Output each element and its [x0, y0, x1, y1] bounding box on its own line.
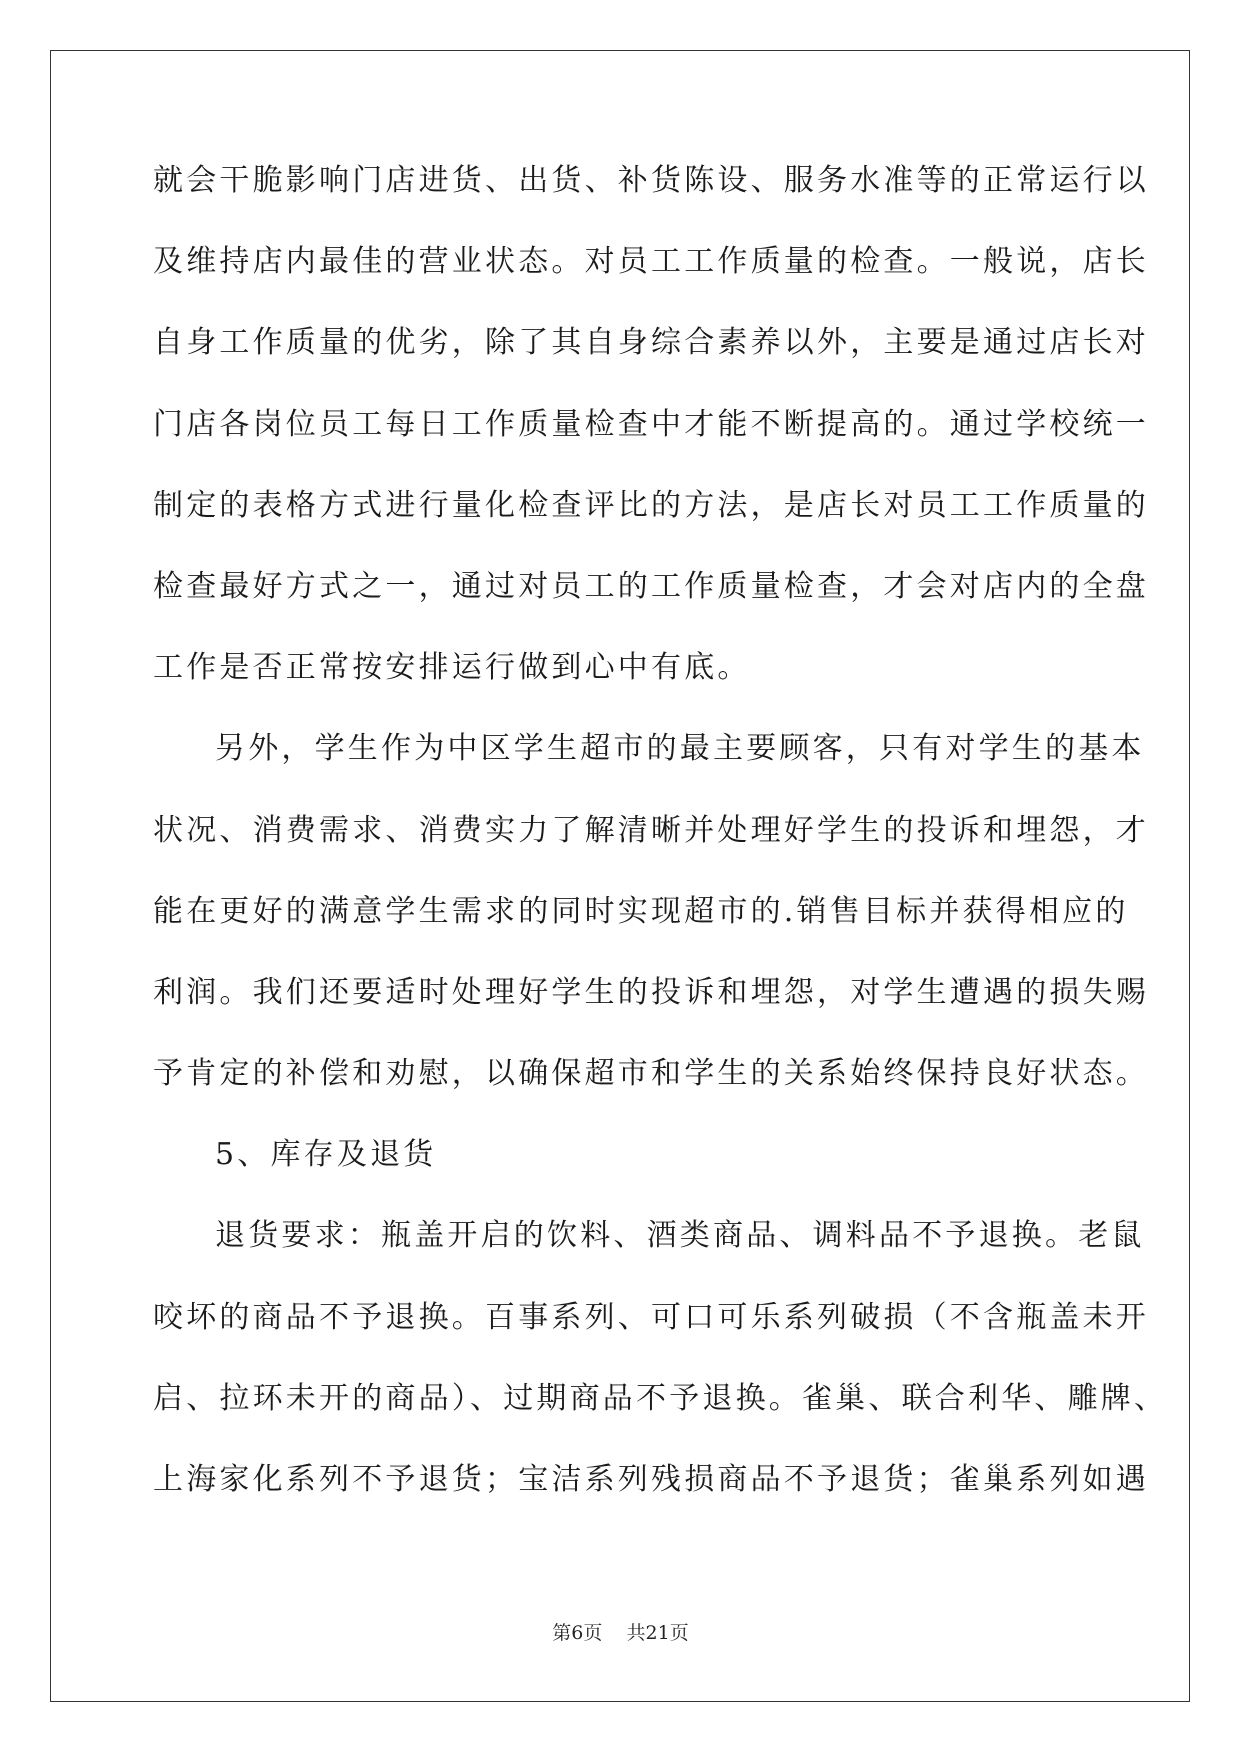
total-pages: 共21页 [626, 1622, 689, 1644]
document-body [153, 162, 1168, 1542]
text-line: 咬坏的商品不予退换。百事系列、可口可乐系列破损（不含瓶盖未开 [153, 1299, 1149, 1335]
text-line: 启、拉环未开的商品）、过期商品不予退换。雀巢、联合利华、雕牌、 [153, 1380, 1168, 1416]
text-line: 制定的表格方式进行量化检查评比的方法，是店长对员工工作质量的 [153, 487, 1149, 523]
page-footer [0, 1618, 1241, 1645]
text-line: 就会干脆影响门店进货、出货、补货陈设、服务水准等的正常运行以 [153, 163, 1149, 198]
text-line: 及维持店内最佳的营业状态。对员工工作质量的检查。一般说，店长 [153, 244, 1149, 280]
text-line: 上海家化系列不予退货；宝洁系列残损商品不予退货；雀巢系列如遇 [153, 1462, 1149, 1497]
text-line: 利润。我们还要适时处理好学生的投诉和埋怨，对学生遭遇的损失赐 [153, 974, 1149, 1010]
text-line: 另外，学生作为中区学生超市的最主要顾客，只有对学生的基本 [215, 731, 1145, 767]
text-line: 自身工作质量的优劣，除了其自身综合素养以外，主要是通过店长对 [153, 325, 1149, 361]
text-line: 状况、消费需求、消费实力了解清晰并处理好学生的投诉和埋怨，才 [153, 812, 1149, 848]
text-line: 予肯定的补偿和劝慰，以确保超市和学生的关系始终保持良好状态。 [153, 1056, 1149, 1092]
text-line: 5、库存及退货 [215, 1137, 437, 1173]
text-line: 能在更好的满意学生需求的同时实现超市的.销售目标并获得相应的 [153, 893, 1129, 929]
text-line: 工作是否正常按安排运行做到心中有底。 [153, 650, 751, 686]
page-number: 第6页 [552, 1622, 603, 1644]
text-line: 门店各岗位员工每日工作质量检查中才能不断提高的。通过学校统一 [153, 406, 1149, 442]
text-line: 检查最好方式之一，通过对员工的工作质量检查，才会对店内的全盘 [153, 568, 1149, 604]
text-line: 退货要求：瓶盖开启的饮料、酒类商品、调料品不予退换。老鼠 [215, 1218, 1145, 1254]
